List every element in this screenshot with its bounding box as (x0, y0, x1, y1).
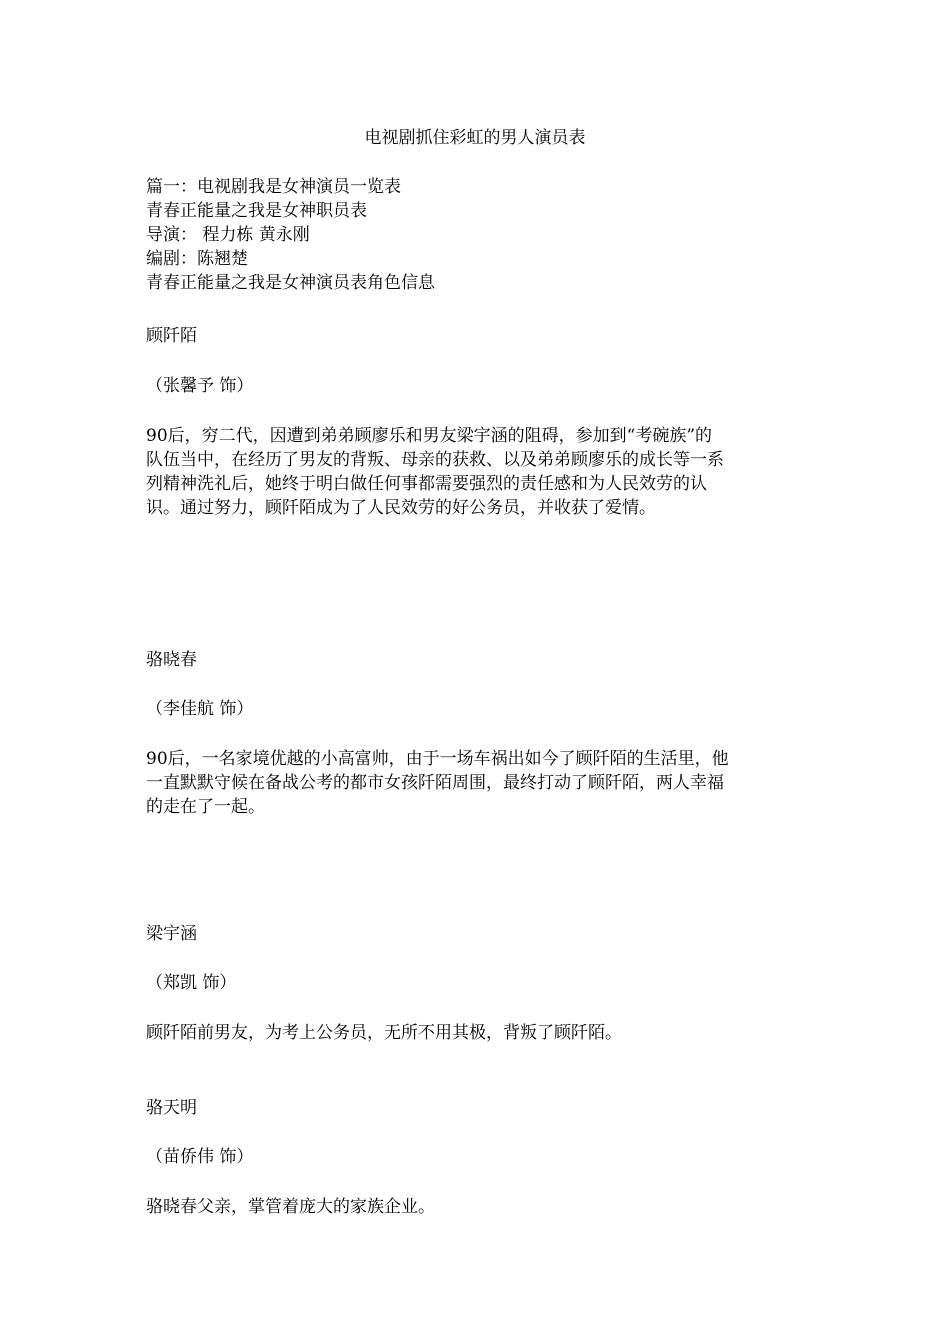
intro-line: 导演： 程力栋 黄永刚 (146, 225, 310, 245)
description-line: 一直默默守候在备战公考的都市女孩阡陌周围，最终打动了顾阡陌，两人幸福 (146, 773, 724, 793)
role-actor: （张馨予 饰） (146, 376, 254, 396)
role-description (146, 424, 806, 520)
role-actor: （郑凯 饰） (146, 973, 237, 993)
intro-line: 编剧：陈翘楚 (146, 249, 248, 269)
document-title: 电视剧抓住彩虹的男人演员表 (364, 128, 586, 148)
role-name: 梁宇涵 (146, 924, 197, 944)
intro-line: 篇一：电视剧我是女神演员一览表 (146, 177, 401, 197)
role-description (146, 1195, 806, 1219)
description-line: 列精神洗礼后，她终于明白做任何事都需要强烈的责任感和为人民效劳的认 (146, 474, 707, 494)
description-line: 90后，一名家境优越的小高富帅，由于一场车祸出如今了顾阡陌的生活里，他 (146, 749, 729, 769)
role-description (146, 1021, 806, 1045)
description-line: 的走在了一起。 (146, 797, 265, 817)
description-line: 顾阡陌前男友，为考上公务员，无所不用其极，背叛了顾阡陌。 (146, 1023, 622, 1043)
role-description (146, 747, 806, 819)
role-name: 骆晓春 (146, 650, 197, 670)
description-line: 识。通过努力，顾阡陌成为了人民效劳的好公务员，并收获了爱情。 (146, 498, 656, 518)
intro-line: 青春正能量之我是女神演员表角色信息 (146, 273, 435, 293)
role-name: 顾阡陌 (146, 326, 197, 346)
intro-section (146, 175, 806, 295)
role-actor: （苗侨伟 饰） (146, 1147, 254, 1167)
description-line: 骆晓春父亲，掌管着庞大的家族企业。 (146, 1197, 435, 1217)
description-line: 90后，穷二代，因遭到弟弟顾廖乐和男友梁宇涵的阻碍，参加到“考碗族”的 (146, 426, 713, 446)
description-line: 队伍当中，在经历了男友的背叛、母亲的获救、以及弟弟顾廖乐的成长等一系 (146, 450, 724, 470)
role-name: 骆天明 (146, 1098, 197, 1118)
intro-line: 青春正能量之我是女神职员表 (146, 201, 367, 221)
role-actor: （李佳航 饰） (146, 699, 254, 719)
